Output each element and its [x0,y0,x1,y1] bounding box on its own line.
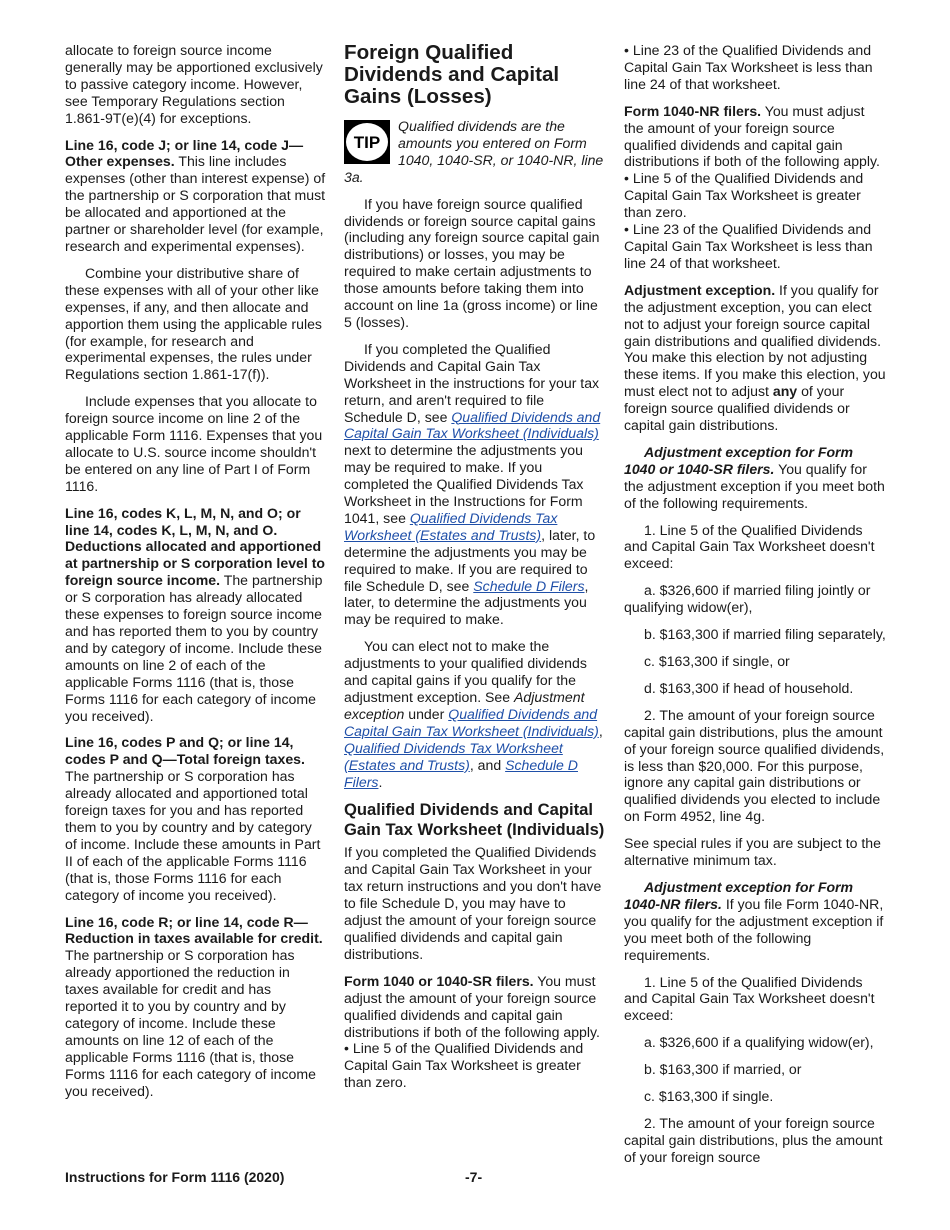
requirement-subitem: b. $163,300 if married, or [644,1061,802,1078]
paragraph: See special rules if you are subject to the alternative minimum tax. [624,835,881,869]
run-in-heading: Adjustment exception. [624,281,776,298]
paragraph: Line 16, code R; or line 14, code R—Reduction in taxes available for credit. The partnership or S corporation has already apportioned the reduction in taxes available for credit and has reported it to you by country and by category of income. Include these amounts on line 12 of each of the applicable Forms 1116 (that is, those Forms 1116 for each category of income you received). [65,913,323,1099]
paragraph: Adjustment exception for Form 1040 or 1040-SR filers. You qualify for the adjustment exception if you meet both of the following requirements. [624,443,885,511]
link-qd-worksheet-estates-trusts[interactable]: Qualified Dividends Tax Worksheet (Estates and Trusts) [344,509,558,543]
paragraph: Form 1040 or 1040-SR filers. You must adjust the amount of your foreign source qualified dividends and capital gain distributions if both of the following apply. [344,972,600,1040]
footer-title: Instructions for Form 1116 (2020) [65,1169,285,1185]
page-number: -7- [465,1169,483,1185]
requirement-item: 1. Line 5 of the Qualified Dividends and Capital Gain Tax Worksheet doesn't exceed: [624,973,875,1024]
requirement-subitem: c. $163,300 if single. [644,1088,774,1105]
paragraph: Line 16, code J; or line 14, code J—Other expenses. This line includes expenses (other than interest expense) of the partnership or S corporation that must be allocated and apportioned at the partner or shareholder level (for example, research and experimental expenses). [65,136,326,254]
requirement-item: 2. The amount of your foreign source capital gain distributions, plus the amount of your foreign source qualified dividends, is less than $20,000. For this purpose, ignore any capital gain distributions or qualified dividends you elected to include on Form 4952, line 4g. [624,706,885,825]
run-in-heading: Form 1040-NR filers. [624,102,762,119]
link-schedule-d-filers[interactable]: Schedule D Filers [344,756,578,790]
paragraph: You can elect not to make the adjustments to your qualified dividends and capital gains if you qualify for the adjustment exception. See Adjustment exception under Qualified Dividends and Capital Gain Tax Worksheet (Individuals), Qualified Dividends Tax Worksheet (Estates and Trusts), and Schedule D Filers. [344,638,603,790]
column-3 [624,42,886,1166]
requirement-item: 2. The amount of your foreign source capital gain distributions, plus the amount of your foreign source [624,1114,883,1165]
subsection-heading: Qualified Dividends and Capital Gain Tax Worksheet (Individuals) [344,800,605,840]
tip-text: Qualified dividends are the amounts you entered on Form 1040, 1040-SR, or 1040-NR, line 3a. [344,118,604,185]
bullet-item: • Line 5 of the Qualified Dividends and Capital Gain Tax Worksheet is greater than zero. [624,170,864,221]
page-footer [65,1169,885,1185]
bullet-item: • Line 5 of the Qualified Dividends and Capital Gain Tax Worksheet is greater than zero. [344,1040,584,1091]
run-in-heading: Adjustment exception for Form 1040-NR filers. [624,878,854,912]
link-qd-worksheet-estates-trusts[interactable]: Qualified Dividends Tax Worksheet (Estates and Trusts) [344,739,563,773]
run-in-heading: Form 1040 or 1040-SR filers. [344,972,534,989]
requirement-subitem: c. $163,300 if single, or [644,653,790,669]
run-in-heading: Line 16, codes K, L, M, N, and O; or line 14, codes K, L, M, N, and O. Deductions allocated and apportioned at partnership or S corporation level to foreign source income. [65,504,325,589]
tip-label: TIP [353,133,381,152]
paragraph: If you completed the Qualified Dividends and Capital Gain Tax Worksheet in the instructions for your tax return, and aren't required to file Schedule D, see Qualified Dividends and Capital Gain Tax Worksheet (Individuals) next to determine the adjustments you may be required to make. If you completed the Qualified Dividends Tax Worksheet in the Instructions for Form 1041, see Qualified Dividends Tax Worksheet (Estates and Trusts), later, to determine the adjustments you may be required to make. If you are required to file Schedule D, see Schedule D Filers, later, to determine the adjustments you may be required to make. [344,340,601,628]
paragraph: If you completed the Qualified Dividends and Capital Gain Tax Worksheet in your tax return instructions and you don't have to file Schedule D, you may have to adjust the amount of your foreign source qualified dividends and capital gain distributions. [344,844,602,962]
paragraph: Line 16, codes K, L, M, N, and O; or line 14, codes K, L, M, N, and O. Deductions allocated and apportioned at partnership or S corporation level to foreign source income. The partnership or S corporation has already allocated these expenses to foreign source income and has reported them to you by country and by category of income. Include these amounts on line 2 of each of the applicable Forms 1116 (that is, those Forms 1116 for each category of income you received). [65,504,325,724]
requirement-item: 1. Line 5 of the Qualified Dividends and Capital Gain Tax Worksheet doesn't exceed: [624,521,875,572]
requirement-subitem: b. $163,300 if married filing separately, [644,626,886,643]
tip-block [344,118,606,186]
column-2 [344,42,606,1091]
paragraph: Combine your distributive share of these expenses with all of your other like expenses, if any, and then allocate and apportion them using the applicable rules (for example, for research and experimental expenses, the rules under Regulations section 1.861-17(f)). [65,264,322,383]
run-in-heading: Line 16, code R; or line 14, code R—Reduction in taxes available for credit. [65,913,323,947]
paragraph: Form 1040-NR filers. You must adjust the amount of your foreign source qualified dividends and capital gain distributions if both of the following apply. [624,102,880,170]
run-in-heading: Line 16, codes P and Q; or line 14, codes P and Q—Total foreign taxes. [65,734,305,768]
paragraph: Include expenses that you allocate to foreign source income on line 2 of the applicable Form 1116. Expenses that you allocate to U.S. source income shouldn't be entered on any line of Part I of Form 1116. [65,393,323,494]
paragraph: Line 16, codes P and Q; or line 14, codes P and Q—Total foreign taxes. The partnership or S corporation has already allocated and apportioned total foreign taxes for you and has reported them to you by country and by category of income. Include these amounts in Part II of each of the applicable Forms 1116 (that is, those Forms 1116 for each category of income you received). [65,734,321,903]
requirement-subitem: d. $163,300 if head of household. [644,679,854,696]
bullet-item: • Line 23 of the Qualified Dividends and Capital Gain Tax Worksheet is less than line 24 of that worksheet. [624,221,873,271]
tip-icon [344,120,390,164]
section-heading: Foreign Qualified Dividends and Capital Gains (Losses) [344,41,560,108]
requirement-subitem: a. $326,600 if a qualifying widow(er), [644,1034,874,1051]
paragraph: If you have foreign source qualified dividends or foreign source capital gains (including any foreign source capital gain distributions) or losses, you may be required to make certain adjustments to those amounts before taking them into account on line 1a (gross income) or line 5 (losses). [344,195,600,330]
link-schedule-d-filers[interactable]: Schedule D Filers [473,577,585,594]
run-in-heading: Line 16, code J; or line 14, code J—Other expenses. [65,136,304,170]
paragraph: allocate to foreign source income generally may be apportioned exclusively to passive category income. However, see Temporary Regulations section 1.861-9T(e)(4) for exceptions. [65,42,323,126]
link-qdcg-worksheet-individuals[interactable]: Qualified Dividends and Capital Gain Tax Worksheet (Individuals) [344,705,599,739]
run-in-heading: Adjustment exception for Form 1040 or 1040-SR filers. [624,443,854,477]
requirement-subitem: a. $326,600 if married filing jointly or qualifying widow(er), [624,582,871,616]
paragraph: Adjustment exception. If you qualify for the adjustment exception, you can elect not to adjust your foreign source capital gain distributions and qualified dividends. You make this election by not adjusting these items. If you make this election, you must elect not to adjust any of your foreign source qualified dividends or capital gain distributions. [624,281,886,434]
bullet-item: • Line 23 of the Qualified Dividends and Capital Gain Tax Worksheet is less than line 24 of that worksheet. [624,42,873,92]
column-1 [65,42,327,1109]
link-qdcg-worksheet-individuals[interactable]: Qualified Dividends and Capital Gain Tax Worksheet (Individuals) [344,408,601,442]
paragraph: Adjustment exception for Form 1040-NR filers. If you file Form 1040-NR, you qualify for the adjustment exception if you meet both of the following requirements. [624,878,884,963]
